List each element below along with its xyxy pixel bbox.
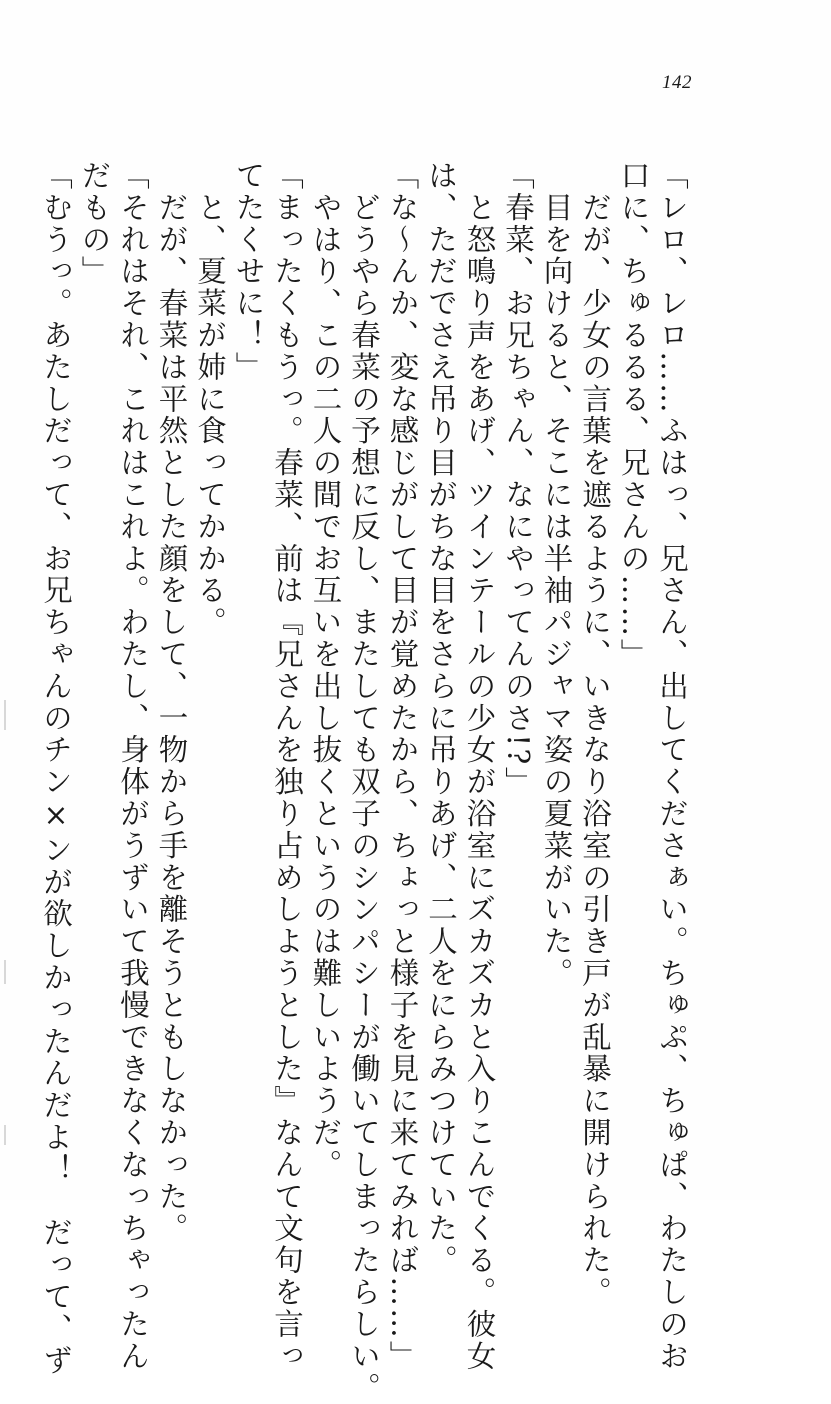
page-number: 142 [662,72,692,93]
vertical-text-block [37,160,692,1404]
text-line: どうやら春菜の予想に反し、またしても双子のシンパシーが働いてしまったらしい。 [347,160,381,1404]
scan-edge-mark [4,960,6,984]
text-line: と怒鳴り声をあげ、ツインテールの少女が浴室にズカズカと入りこんでくる。彼女 [462,160,497,1373]
text-line: 「それはそれ、これはこれよ。わたし、身体がうずいて我慢できなくなっちゃったん [116,160,150,1373]
text-line: 口に、ちゅるるる、兄さんの……」 [616,160,651,671]
text-line: 「まったくもうっ。春菜、前は『兄さんを独り占めしようとした』なんて文句を言っ [270,160,304,1373]
text-line: 「レロ、レロ……ふはっ、兄さん、出してくださぁい。ちゅぷ、ちゅぱ、わたしのお [655,160,689,1373]
text-line: 「な～んか、変な感じがして目が覚めたから、ちょっと様子を見に来てみれば……」 [385,160,420,1373]
text-line: は、ただでさえ吊り目がちな目をさらに吊りあげ、二人をにらみつけていた。 [424,160,458,1277]
text-line: だもの」 [77,160,112,288]
text-line: と、夏菜が姉に食ってかかる。 [193,160,227,639]
text-line: てたくせに！」 [231,160,266,384]
text-line: やはり、この二人の間でお互いを出し抜くというのは難しいようだ。 [308,160,343,1181]
scan-edge-mark [4,700,6,730]
text-line: 「春菜、お兄ちゃん、なにやってんのさ!?」 [501,160,535,799]
text-line: だが、少女の言葉を遮るように、いきなり浴室の引き戸が乱暴に開けられた。 [578,160,612,1309]
text-line: 目を向けると、そこには半袖パジャマ姿の夏菜がいた。 [539,160,574,990]
scan-edge-mark [4,1125,6,1145]
text-line: 「むうっ。あたしだって、お兄ちゃんのチン×ンが欲しかったんだよ！ だって、ず [39,160,73,1377]
text-line: だが、春菜は平然とした顔をして、一物から手を離そうともしなかった。 [154,160,189,1245]
